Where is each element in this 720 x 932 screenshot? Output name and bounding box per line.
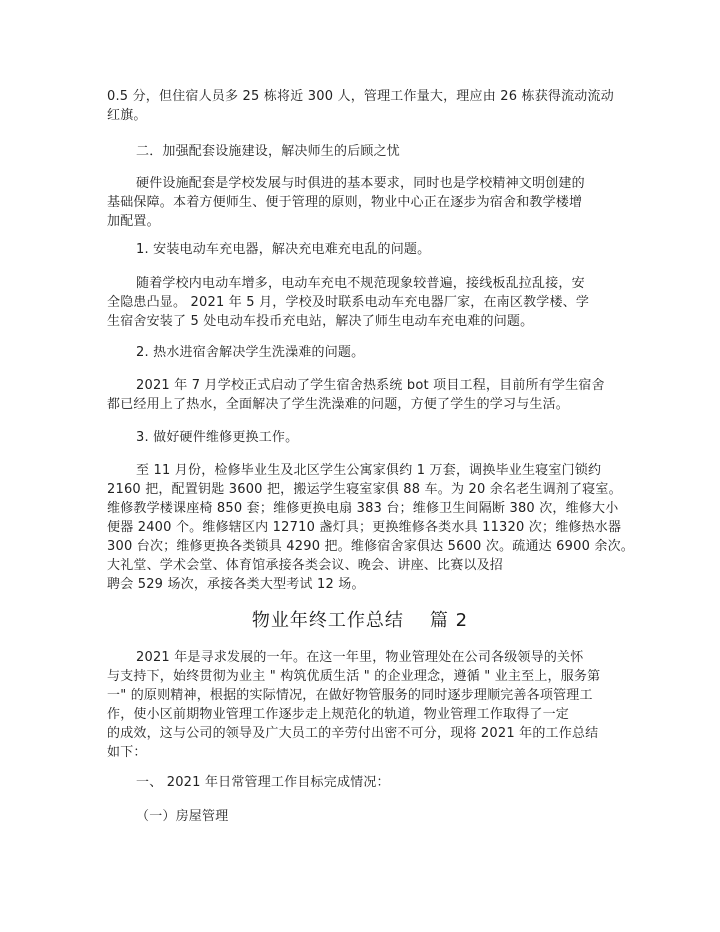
- paragraph-line: 便器 2400 个。维修辖区内 12710 盏灯具；更换维修各类水具 11320 次；维修热水器: [107, 520, 622, 535]
- paragraph-line: 与支持下，始终贯彻为业主 " 构筑优质生活 " 的企业理念，遵循 " 业主至上，服务第: [107, 669, 601, 684]
- section-title-number: 篇 2: [429, 610, 469, 631]
- paragraph-line: 加配置。: [107, 214, 160, 229]
- paragraph-line: 都已经用上了热水，全面解决了学生洗澡难的问题，方便了学生的学习与生活。: [107, 397, 570, 412]
- paragraph-line: 基础保障。本着方便师生、便于管理的原则，物业中心正在逐步为宿舍和教学楼增: [107, 195, 583, 210]
- paragraph-line: 一" 的原则精神，根据的实际情况，在做好物管服务的同时逐步理顺完善各项管理工: [107, 688, 593, 703]
- subsection-heading: 1. 安装电动车充电器，解决充电难充电乱的问题。: [136, 242, 431, 257]
- subsection-heading: （一）房屋管理: [136, 809, 229, 824]
- paragraph-line: 的成效，这与公司的领导及广大员工的辛劳付出密不可分，现将 2021 年的工作总结: [107, 726, 599, 741]
- paragraph-line: 至 11 月份，检修毕业生及北区学生公寓家俱约 1 万套，调换毕业生寝室门锁约: [136, 463, 602, 478]
- section-title: [0, 609, 720, 633]
- paragraph-line: 如下：: [107, 745, 147, 760]
- paragraph-line: 300 台次；维修更换各类锁具 4290 把。维修宿舍家俱达 5600 次。疏通达 6900 余次。: [107, 539, 634, 554]
- paragraph-line: 2021 年 7 月学校正式启动了学生宿舍热系统 bot 项目工程，目前所有学生宿舍: [136, 378, 605, 393]
- paragraph-line: 硬件设施配套是学校发展与时俱进的基本要求，同时也是学校精神文明创建的: [136, 176, 585, 191]
- paragraph-line: 2160 把，配置钥匙 3600 把，搬运学生寝室家俱 88 车。为 20 余名老生调剂了寝室。: [107, 482, 622, 497]
- paragraph-line: 随着学校内电动车增多，电动车充电不规范现象较普遍，接线板乱拉乱接，安: [136, 276, 585, 291]
- paragraph-line: 全隐患凸显。 2021 年 5 月，学校及时联系电动车充电器厂家，在南区教学楼、学: [107, 295, 590, 310]
- paragraph-line: 生宿舍安装了 5 处电动车投币充电站，解决了师生电动车充电难的问题。: [107, 314, 534, 329]
- paragraph-line: 2021 年是寻求发展的一年。在这一年里，物业管理处在公司各级领导的关怀: [136, 650, 584, 665]
- paragraph-line: 聘会 529 场次，承接各类大型考试 12 场。: [107, 577, 365, 592]
- section-heading: 一、 2021 年日常管理工作目标完成情况：: [136, 775, 390, 790]
- subsection-heading: 2. 热水进宿舍解决学生洗澡难的问题。: [136, 345, 365, 360]
- paragraph-line: 0.5 分，但住宿人员多 25 栋将近 300 人，管理工作量大，理应由 26 栋获得流动流动: [107, 89, 614, 104]
- subsection-heading: 3. 做好硬件维修更换工作。: [136, 430, 299, 445]
- section-heading: 二．加强配套设施建设，解决师生的后顾之忧: [136, 144, 401, 159]
- section-title-main: 物业年终工作总结: [251, 610, 404, 631]
- paragraph-line: 大礼堂、学术会堂、体育馆承接各类会议、晚会、讲座、比赛以及招: [107, 558, 504, 573]
- paragraph-line: 维修教学楼课座椅 850 套；维修更换电扇 383 台；维修卫生间隔断 380 次，维修大小: [107, 501, 619, 516]
- paragraph-line: 作，使小区前期物业管理工作逐步走上规范化的轨道，物业管理工作取得了一定: [107, 707, 570, 722]
- paragraph-line: 红旗。: [107, 108, 147, 123]
